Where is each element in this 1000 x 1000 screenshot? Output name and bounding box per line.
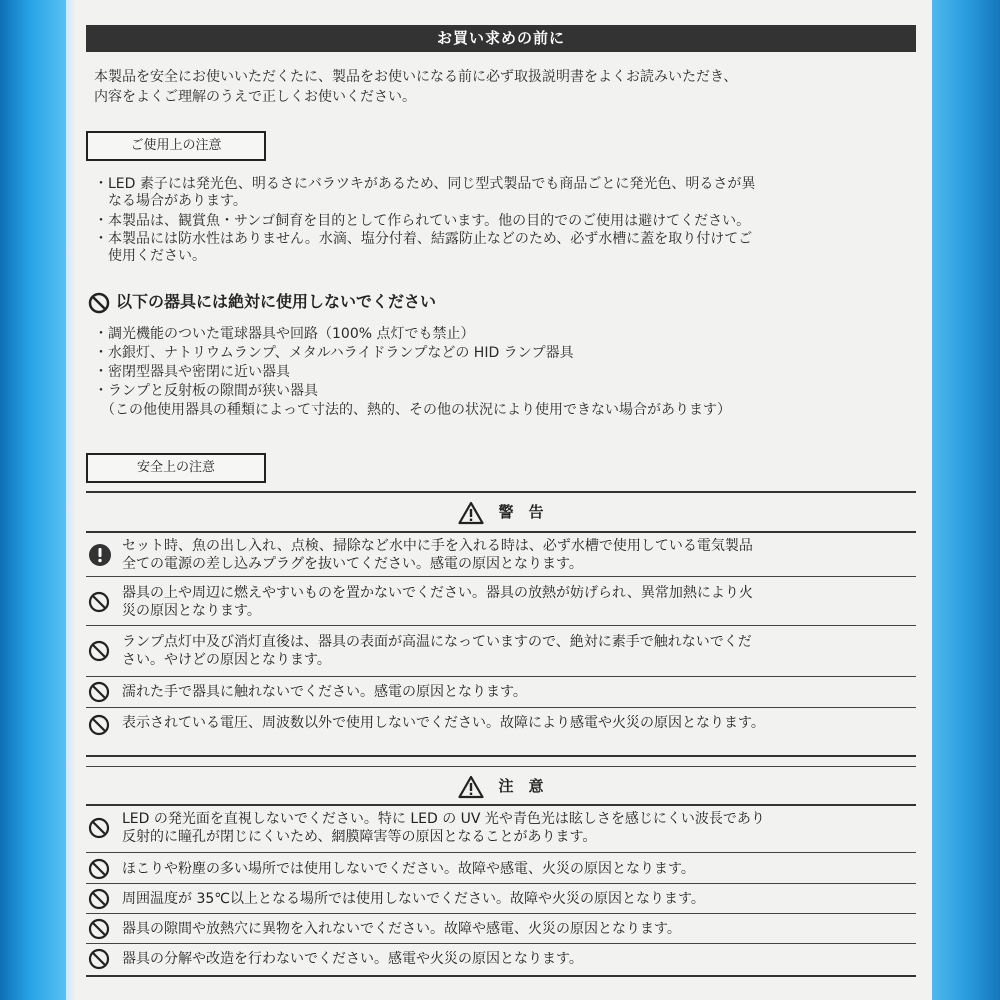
caution-text: 器具の隙間や放熱穴に異物を入れないでください。故障や感電、火災の原因となります。: [122, 921, 681, 937]
prohibited-line: （この他使用器具の種類によって寸法的、熱的、その他の状況により使用できない場合があります）: [94, 402, 731, 418]
divider: [86, 913, 916, 914]
divider: [86, 491, 916, 493]
prohibited-line: ・密閉型器具や密閉に近い器具: [94, 364, 290, 380]
prohibited-line: ・ランプと反射板の隙間が狭い器具: [94, 383, 318, 399]
warning-title-text: 警 告: [498, 503, 544, 521]
mandatory-icon: [88, 543, 112, 567]
divider: [86, 975, 916, 977]
prohibition-icon: [88, 888, 110, 910]
prohibition-icon: [88, 858, 110, 880]
caution-item: [88, 888, 918, 910]
prohibition-icon: [88, 640, 110, 662]
divider: [86, 625, 916, 626]
prohibited-line: ・水銀灯、ナトリウムランプ、メタルハライドランプなどの HID ランプ器具: [94, 345, 574, 361]
prohibited-heading: [88, 290, 436, 314]
warning-triangle-icon: [458, 775, 484, 799]
intro-line-2: 内容をよくご理解のうえで正しくお使いください。: [94, 89, 416, 105]
warning-text: 災の原因となります。: [122, 603, 261, 619]
intro-line-1: 本製品を安全にお使いいただくたに、製品をお使いになる前に必ず取扱説明書をよくお読みいただき、: [94, 69, 738, 85]
warning-item: [88, 633, 918, 669]
prohibition-icon: [88, 948, 110, 970]
divider: [86, 531, 916, 533]
warning-item: [88, 537, 918, 573]
divider: [86, 576, 916, 577]
prohibition-icon: [88, 591, 110, 613]
warning-text: ランプ点灯中及び消灯直後は、器具の表面が高温になっていますので、絶対に素手で触れないでくだ: [122, 634, 752, 650]
warning-title: [86, 500, 916, 525]
prohibition-icon: [88, 292, 110, 314]
package-right-edge: [932, 0, 1000, 1000]
caution-text: LED の発光面を直視しないでください。特に LED の UV 光や青色光は眩しさを感じにくい波長であり: [122, 811, 765, 827]
warning-text: 全ての電源の差し込みプラグを抜いてください。感電の原因となります。: [122, 556, 583, 572]
usage-line: 使用ください。: [94, 248, 206, 264]
caution-title: [86, 774, 916, 799]
warning-text: 器具の上や周辺に燃えやすいものを置かないでください。器具の放熱が妨げられ、異常加熱により火: [122, 585, 753, 601]
usage-line: ・本製品には防水性はありません。水滴、塩分付着、結露防止などのため、必ず水槽に蓋を取り付けてご: [94, 231, 753, 247]
caution-text: ほこりや粉塵の多い場所では使用しないでください。故障や感電、火災の原因となります。: [122, 861, 695, 877]
warning-text: セット時、魚の出し入れ、点検、掃除など水中に手を入れる時は、必ず水槽で使用している電気製品: [122, 538, 753, 554]
warning-item: [88, 712, 918, 738]
warning-text: さい。やけどの原因となります。: [122, 652, 331, 668]
caution-title-text: 注 意: [498, 777, 544, 795]
usage-line: なる場合があります。: [94, 193, 247, 209]
divider: [86, 804, 916, 806]
usage-line: ・本製品は、観賞魚・サンゴ飼育を目的として作られています。他の目的でのご使用は避けてください。: [94, 213, 751, 229]
caution-text: 器具の分解や改造を行わないでください。感電や火災の原因となります。: [122, 951, 583, 967]
warning-item: [88, 584, 918, 620]
divider: [86, 707, 916, 708]
warning-text: 濡れた手で器具に触れないでください。感電の原因となります。: [122, 684, 527, 700]
caution-text: 反射的に瞳孔が閉じにくいため、網膜障害等の原因となることがあります。: [122, 829, 597, 845]
caution-text: 周囲温度が 35℃以上となる場所では使用しないでください。故障や火災の原因となります。: [122, 891, 705, 907]
prohibited-line: ・調光機能のついた電球器具や回路（100% 点灯でも禁止）: [94, 326, 475, 342]
divider: [86, 943, 916, 944]
usage-notes-label: ご使用上の注意: [86, 131, 266, 161]
usage-line: ・LED 素子には発光色、明るさにバラツキがあるため、同じ型式製品でも商品ごとに発光色、明るさが異: [94, 176, 756, 192]
warning-text: 表示されている電圧、周波数以外で使用しないでください。故障により感電や火災の原因となります。: [122, 715, 765, 731]
divider: [86, 755, 916, 757]
warning-triangle-icon: [458, 501, 484, 525]
warning-item: [88, 681, 918, 703]
divider: [86, 766, 916, 767]
safety-notes-label: 安全上の注意: [86, 453, 266, 483]
divider: [86, 852, 916, 853]
instruction-panel: [66, 0, 932, 1000]
prohibition-icon: [88, 681, 110, 703]
caution-item: [88, 948, 918, 970]
package-left-edge: [0, 0, 66, 1000]
prohibition-icon: [88, 714, 110, 736]
section-title-bar: お買い求めの前に: [86, 25, 916, 52]
prohibited-heading-text: 以下の器具には絶対に使用しないでください: [116, 292, 437, 311]
prohibition-icon: [88, 918, 110, 940]
caution-item: [88, 810, 918, 846]
divider: [86, 676, 916, 677]
caution-item: [88, 918, 918, 940]
divider: [86, 883, 916, 884]
caution-item: [88, 858, 918, 880]
prohibition-icon: [88, 817, 110, 839]
